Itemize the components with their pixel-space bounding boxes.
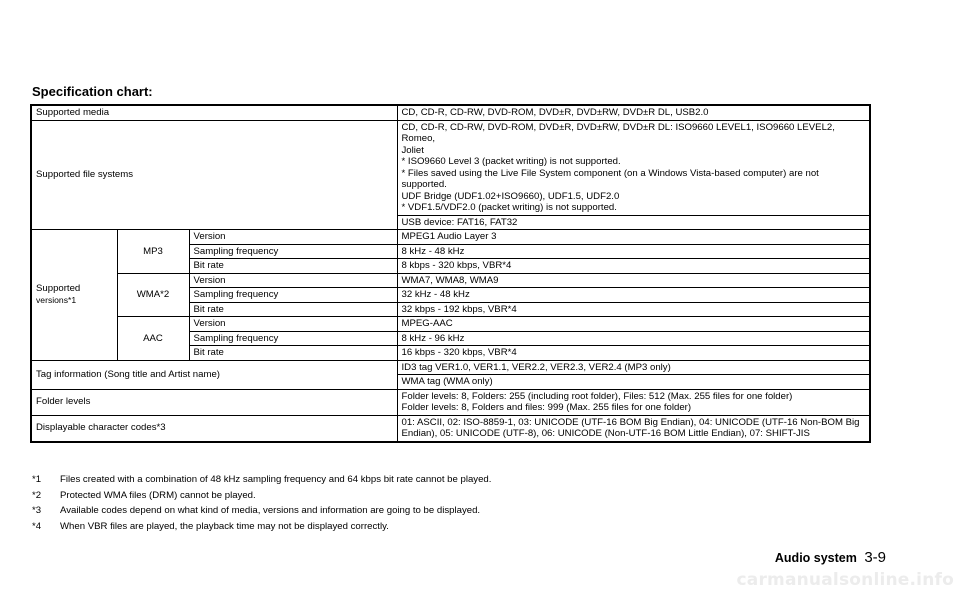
param-label: Sampling frequency: [189, 244, 397, 259]
fs-line: Joliet: [401, 144, 424, 156]
specification-table: [30, 104, 871, 443]
value-folder-levels: [397, 389, 870, 415]
row-character-codes: [31, 415, 870, 442]
param-label: Bit rate: [189, 259, 397, 274]
watermark-text: carmanualsonline.info: [736, 570, 954, 590]
value-file-systems: [397, 120, 870, 215]
footnote-mark: *3: [32, 505, 42, 516]
label-supported-media: Supported media: [31, 105, 397, 120]
charcode-line: Endian), 05: UNICODE (UTF-8), 06: UNICODE (Non-UTF-16 BOM Little Endian), 07: SHIFT-JIS: [401, 428, 810, 439]
fs-line: * ISO9660 Level 3 (packet writing) is not supported.: [401, 156, 621, 167]
row-aac-version: [31, 317, 870, 332]
page-footer: [775, 549, 886, 567]
label-tag-info: Tag information (Song title and Artist name): [31, 360, 397, 389]
param-value: 16 kbps - 320 kbps, VBR*4: [397, 346, 870, 361]
param-label: Sampling frequency: [189, 331, 397, 346]
footnote-mark: *2: [32, 489, 42, 501]
param-value: 8 kHz - 96 kHz: [397, 331, 870, 346]
value-character-codes: [397, 415, 870, 442]
value-usb-filesystems: USB device: FAT16, FAT32: [397, 215, 870, 230]
param-value: 8 kbps - 320 kbps, VBR*4: [397, 259, 870, 274]
page-heading: Specification chart:: [32, 84, 153, 99]
footnotes: [32, 472, 872, 534]
row-wma-version: [31, 273, 870, 288]
footnote: [32, 519, 872, 535]
fs-line: * Files saved using the Live File System component (on a Windows Vista-based computer) are not supported.: [401, 167, 819, 190]
param-label: Version: [189, 230, 397, 245]
param-value: 32 kHz - 48 kHz: [397, 288, 870, 303]
footnote: [32, 503, 872, 519]
footer-section-title: Audio system: [774, 551, 857, 565]
param-value: 8 kHz - 48 kHz: [397, 244, 870, 259]
label-character-codes: Displayable character codes*3: [31, 415, 397, 442]
value-tag-id3: ID3 tag VER1.0, VER1.1, VER2.2, VER2.3, VER2.4 (MP3 only): [397, 360, 870, 375]
row-supported-media: [31, 105, 870, 120]
param-label: Version: [189, 273, 397, 288]
versions-label-footnote: versions*1: [36, 294, 77, 305]
param-label: Bit rate: [189, 346, 397, 361]
charcode-line: 01: ASCII, 02: ISO-8859-1, 03: UNICODE (UTF-16 BOM Big Endian), 04: UNICODE (UTF-16 Non-BOM Big: [401, 416, 860, 428]
fs-line: CD, CD-R, CD-RW, DVD-ROM, DVD±R, DVD±RW, DVD±R DL: ISO9660 LEVEL1, ISO9660 LEVEL2, Romeo,: [401, 121, 835, 144]
value-supported-media: CD, CD-R, CD-RW, DVD-ROM, DVD±R, DVD±RW, DVD±R DL, USB2.0: [397, 105, 870, 120]
param-label: Bit rate: [189, 302, 397, 317]
label-supported-versions: [31, 230, 117, 361]
row-folder-levels: [31, 389, 870, 415]
codec-wma: WMA*2: [117, 273, 189, 317]
folder-line: Folder levels: 8, Folders: 255 (including root folder), Files: 512 (Max. 255 files for one folder): [401, 390, 793, 402]
label-folder-levels: Folder levels: [31, 389, 397, 415]
footnote-mark: *1: [32, 474, 42, 485]
footnote-text: Protected WMA files (DRM) cannot be played.: [60, 489, 256, 501]
folder-line: Folder levels: 8, Folders and files: 999 (Max. 255 files for one folder): [401, 402, 692, 413]
param-value: MPEG1 Audio Layer 3: [397, 230, 870, 245]
param-value: MPEG-AAC: [397, 317, 870, 332]
footnote-text: When VBR files are played, the playback time may not be displayed correctly.: [60, 520, 389, 532]
footnote: [32, 488, 872, 504]
param-value: 32 kbps - 192 kbps, VBR*4: [397, 302, 870, 317]
footnote-text: Available codes depend on what kind of media, versions and information are going to be displayed.: [60, 505, 481, 516]
codec-mp3: MP3: [117, 230, 189, 274]
fs-line: UDF Bridge (UDF1.02+ISO9660), UDF1.5, UDF2.0: [401, 190, 620, 202]
value-tag-wma: WMA tag (WMA only): [397, 375, 870, 390]
row-mp3-version: [31, 230, 870, 245]
footnote-text: Files created with a combination of 48 kHz sampling frequency and 64 kbps bit rate cannot be played.: [60, 474, 492, 485]
codec-aac: AAC: [117, 317, 189, 361]
param-label: Version: [189, 317, 397, 332]
row-file-systems: [31, 120, 870, 215]
footnote-mark: *4: [32, 520, 42, 532]
row-tag-info: [31, 360, 870, 375]
label-file-systems: Supported file systems: [31, 120, 397, 230]
param-value: WMA7, WMA8, WMA9: [397, 273, 870, 288]
fs-line: * VDF1.5/VDF2.0 (packet writing) is not supported.: [401, 202, 617, 213]
param-label: Sampling frequency: [189, 288, 397, 303]
versions-label: Supported: [36, 283, 81, 295]
footnote: [32, 472, 872, 488]
page-number: 3-9: [864, 549, 886, 566]
